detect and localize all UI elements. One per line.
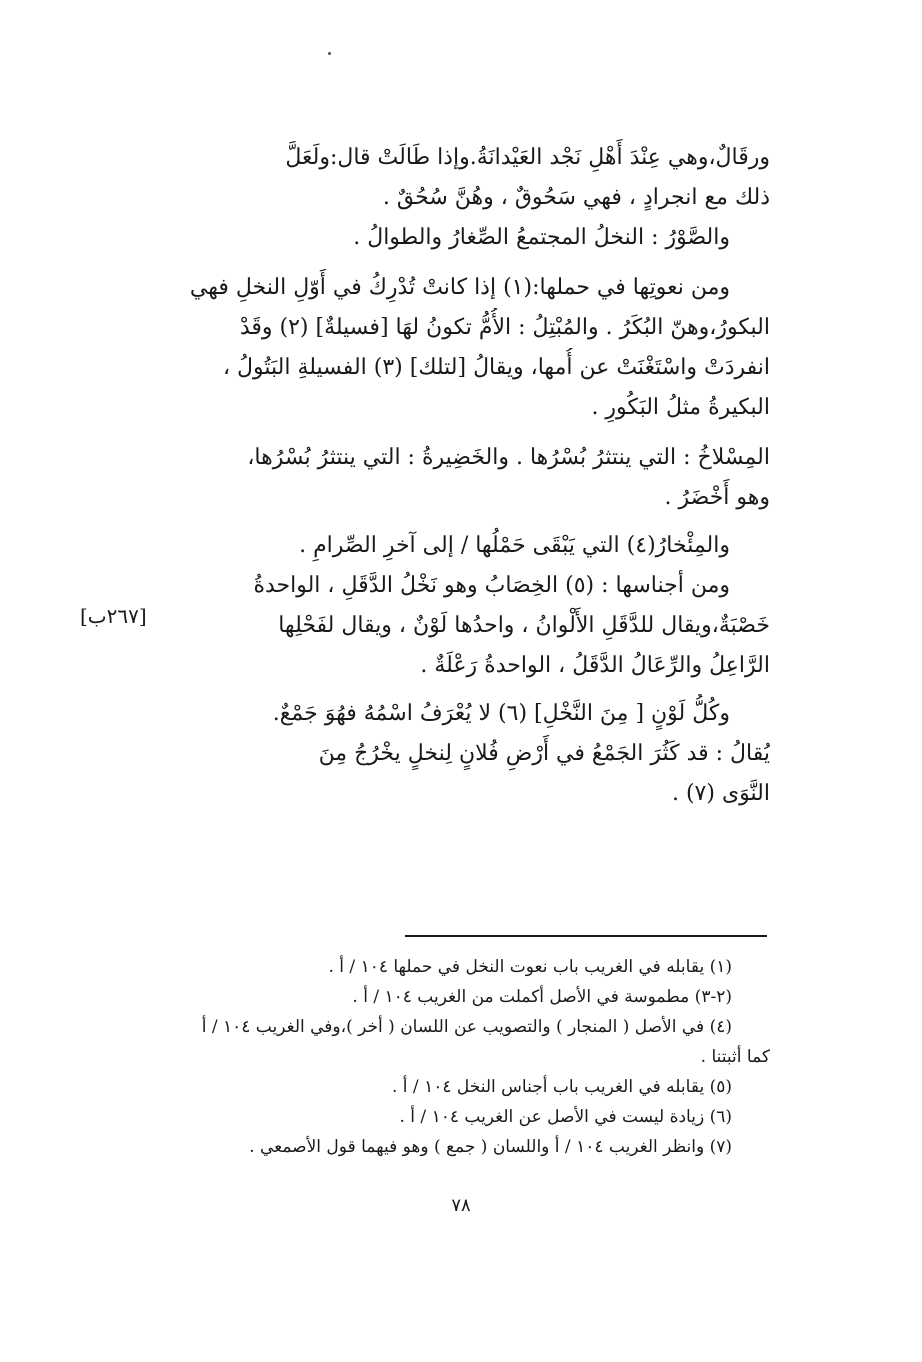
text-line: ومن أجناسها : (٥) الخِصَابُ وهو نَخْلُ الدَّقَلِ ، الواحدةُ	[253, 573, 730, 598]
text-line: المِسْلاخُ : التي ينتثرُ بُسْرُها . والخَضِيرةُ : التي ينتثرُ بُسْرُها،	[247, 445, 770, 470]
scan-speck	[328, 52, 331, 55]
footnote: (٥) يقابله في الغريب باب أجناس النخل ١٠٤ / أ .	[391, 1077, 732, 1097]
text-line: البكيرةُ مثلُ البَكُورِ .	[591, 395, 770, 420]
text-line: ومن نعوتِها في حملها:(١) إذا كانتْ تُدْرِكُ في أَوّلِ النخلِ فهي	[189, 275, 730, 300]
text-line: والمِئْخارُ(٤) التي يَبْقَى حَمْلُها / إلى آخرِ الصِّرامِ .	[299, 533, 730, 558]
text-line: يُقالُ : قد كَثُرَ الجَمْعُ في أَرْضِ فُلانٍ لِنخلٍ يخْرُجُ مِنَ	[318, 741, 770, 766]
text-line: والصَّوْرُ : النخلُ المجتمعُ الصِّغارُ والطوالُ .	[353, 225, 730, 250]
footnote: (٤) في الأصل ( المنجار ) والتصويب عن اللسان ( أخر )،وفي الغريب ١٠٤ / أ	[201, 1017, 732, 1037]
text-line: انفردَتْ واسْتَغْنَتْ عن أُمها، ويقالُ [لتلك] (٣) الفسيلةِ البَتُولُ ،	[222, 355, 770, 380]
footnote: (٦) زيادة ليست في الأصل عن الغريب ١٠٤ / أ .	[399, 1107, 732, 1127]
main-text	[150, 138, 770, 814]
margin-folio-reference: [٢٦٧ب]	[80, 604, 147, 628]
text-line: النَّوَى (٧) .	[671, 781, 770, 806]
text-line: البكورُ،وهنّ البُكَرُ . والمُبْتِلُ : الأُمُّ تكونُ لهَا [فسيلةٌ] (٢) وقَدْ	[239, 315, 770, 340]
text-line: وكُلُّ لَوْنٍ [ مِنَ النَّخْلِ] (٦) لا يُعْرَفُ اسْمُهُ فهُوَ جَمْعٌ.	[272, 701, 730, 726]
footnote: (٧) وانظر الغريب ١٠٤ / أ واللسان ( جمع ) وهو فيهما قول الأصمعي .	[249, 1137, 732, 1157]
text-line: خَصْبَةٌ،ويقال للدَّقَلِ الأَلْوانُ ، واحدُها لَوْنٌ ، ويقال لفَحْلِها	[278, 613, 770, 638]
footnotes	[150, 952, 770, 1162]
text-line: ورقَالٌ،وهي عِنْدَ أَهْلِ نَجْد العَيْدانَةُ.وإذا طَالَتْ قال:ولَعَلَّ	[285, 145, 770, 170]
footnote: (٢-٣) مطموسة في الأصل أكملت من الغريب ١٠٤ / أ .	[352, 987, 732, 1007]
text-line: ذلك مع انجرادٍ ، فهي سَحُوقٌ ، وهُنَّ سُحُقٌ .	[382, 185, 770, 210]
text-line: وهو أَخْضَرُ .	[664, 485, 770, 510]
footnote-continuation: كما أثبتنا .	[700, 1047, 770, 1067]
footnote: (١) يقابله في الغريب باب نعوت النخل في حملها ١٠٤ / أ .	[328, 957, 732, 977]
footnote-separator	[405, 935, 767, 937]
text-line: الرَّاعِلُ والرِّعَالُ الدَّقَلُ ، الواحدةُ رَعْلَةٌ .	[420, 653, 770, 678]
page-number: ٧٨	[451, 1195, 471, 1216]
